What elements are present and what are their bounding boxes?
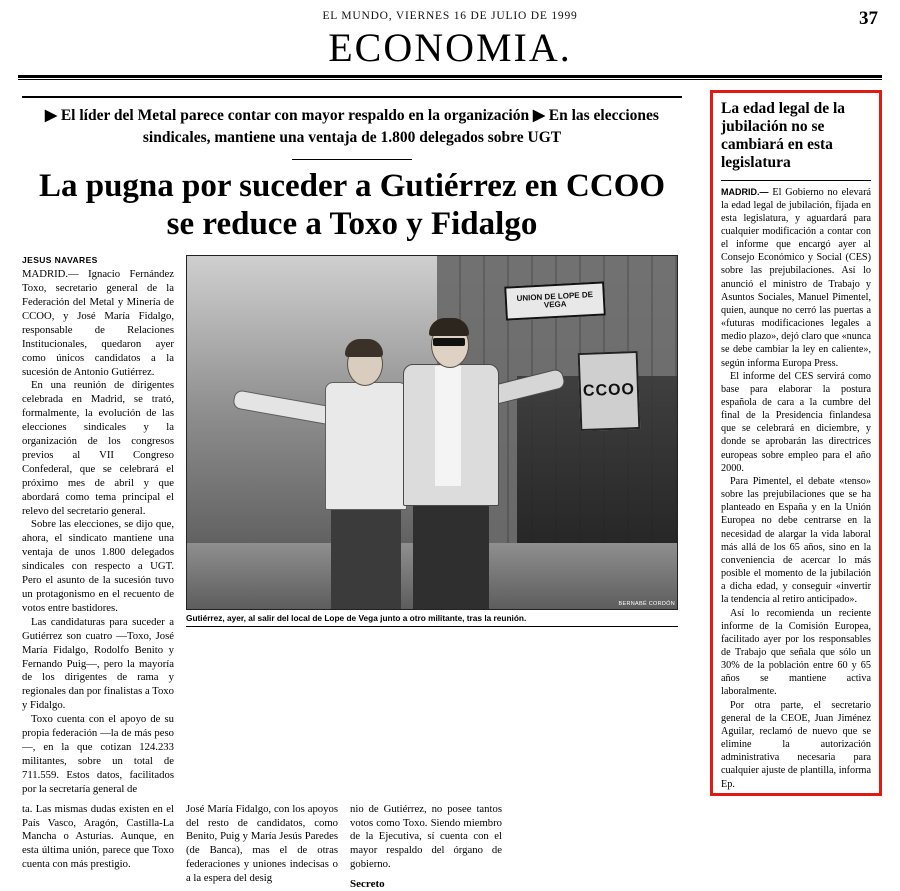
article-column-1-text bbox=[22, 268, 174, 796]
page-number: 37 bbox=[859, 8, 878, 29]
paragraph-text: El Gobierno no elevará la edad legal de jubilación, fijada en esta legislatura, y aguardará para cualquier modificación a contar con el informe que encargó ayer al Consejo Económico y Social (CES) sobre las prejubilaciones. Así lo anunció el ministro de Trabajo y Asuntos Sociales, Manuel Pimentel, quien, aunque no cerró las puertas a «futuras modificaciones legales a medio plazo», dejó claro que «nunca se debe cambiar la ley en caliente», según informa Europa Press. bbox=[721, 186, 871, 369]
article-lower-columns bbox=[22, 803, 682, 891]
photo-person-right-legs bbox=[413, 500, 489, 610]
article-lower-column-3 bbox=[350, 803, 502, 891]
masthead-rule-thick bbox=[18, 75, 882, 78]
photo-person-right-shirt bbox=[435, 366, 461, 486]
paragraph: MADRID.— Ignacio Fernández Toxo, secretario general de la Federación del Metal y Minería de CCOO, y José María Fidalgo, responsable de Relaciones Institucionales, quedaron ayer como únicos candidatos a la sucesión de Antonio Gutiérrez. bbox=[22, 268, 174, 378]
paragraph: ta. Las mismas dudas existen en el País Vasco, Aragón, Castilla-La Mancha o Asturias. Aunque, en esta última unión, parece que Toxo cuenta con más prestigio. bbox=[22, 802, 174, 871]
paragraph: El informe del CES servirá como base para elaborar la postura española de cara a la cumbre del final de la Presidencia finlandesa que se celebrará en diciembre, y donde se aprobarán las directrices europeas sobre empleo para el año 2000. bbox=[721, 370, 871, 474]
paragraph: José María Fidalgo, con los apoyos del resto de candidatos, como Benito, Puig y María Jesús Paredes (de Banca), mas el de otras federaciones y uniones indecisas o a la espera del desig bbox=[186, 802, 338, 885]
page-body bbox=[0, 90, 900, 891]
sunglasses-icon bbox=[433, 338, 465, 346]
article-lower-column-4 bbox=[514, 803, 666, 891]
photo-union-sign: CCOO bbox=[578, 351, 641, 431]
article-lower-column-2 bbox=[186, 803, 338, 891]
paragraph: Para Pimentel, el debate «tenso» sobre las prejubilaciones que se ha planteado en España y en la Unión Europea no debe centrarse en la necesidad de alargar la vida laboral más allá de los 65 años, sino en la conveniencia de acercar lo más posible el momento de la jubilación a dicha edad, y conseguir «invertir la tendencia al retiro anticipado». bbox=[721, 475, 871, 606]
article-photo-block bbox=[186, 255, 678, 796]
paragraph: nio de Gutiérrez, no posee tantos votos como Toxo. Siendo miembro de la Ejecutiva, sí cuenta con el mayor respaldo del órgano de gobierno. bbox=[350, 802, 502, 871]
paragraph: Así lo recomienda un reciente informe de la Comisión Europea, facilitado ayer por los responsables de Trabajo que señala que sólo un 30% de la población entre 60 y 65 años se mantiene activa laboralmente. bbox=[721, 607, 871, 698]
photo-street-sign: UNION DE LOPE DE VEGA bbox=[504, 282, 606, 321]
article-column-1 bbox=[22, 255, 174, 796]
article-byline: JESUS NAVARES bbox=[22, 255, 98, 266]
photo-person-left-hair bbox=[345, 339, 383, 357]
paragraph bbox=[721, 186, 871, 370]
paragraph: Sobre las elecciones, se dijo que, ahora, el sindicato mantiene una ventaja de unos 1.800 delegados sindicales con respecto a UGT. Pero el asunto de la sucesión tuvo un protagonismo en el recuento de votos entre bastidores. bbox=[22, 518, 174, 614]
photo-person-right bbox=[383, 322, 543, 610]
article-headline: La pugna por suceder a Gutiérrez en CCOO se reduce a Toxo y Fidalgo bbox=[38, 167, 666, 242]
sidebar-headline: La edad legal de la jubilación no se cambiará en esta legislatura bbox=[721, 100, 846, 172]
paragraph: Las candidaturas para suceder a Gutiérrez son cuatro —Toxo, José María Fidalgo, Rodolfo Benito y Fernando Puig—, pero la mayoría de los dirigentes de rama y regionales dan por finalistas a Toxo y Fidalgo. bbox=[22, 615, 174, 712]
article-photo bbox=[186, 255, 678, 610]
article-lower-column-1 bbox=[22, 803, 174, 891]
paragraph: En una reunión de dirigentes celebrada en Madrid, se trató, formalmente, la evolución de las elecciones sindicales y la organización de los congresos previos al VII Congreso Confederal, que se celebrará el próximo mes de abril y que abordará como tema principal el relevo del secretario general. bbox=[22, 379, 174, 517]
sidebar-dateline: MADRID.— bbox=[721, 186, 769, 197]
photo-caption: Gutiérrez, ayer, al salir del local de Lope de Vega junto a otro militante, tras la reunión. bbox=[186, 613, 678, 627]
section-title: ECONOMIA. bbox=[328, 25, 572, 70]
article-top-rule bbox=[22, 96, 682, 98]
main-article bbox=[22, 96, 682, 891]
publication-line: EL MUNDO, VIERNES 16 DE JULIO DE 1999 bbox=[322, 10, 578, 22]
sidebar-article-box bbox=[710, 90, 882, 796]
photo-credit: BERNABÉ CORDÓN bbox=[618, 601, 675, 608]
article-kicker: ▶ El líder del Metal parece contar con mayor respaldo en la organización ▶ En las elecciones sindicales, mantiene una ventaja de 1.800 delegados sobre UGT bbox=[45, 107, 659, 147]
article-body bbox=[22, 255, 682, 796]
paragraph: Toxo cuenta con el apoyo de su propia federación —la de más peso—, en la que cotizan 124.233 militantes, sobre un total de 711.559. Estos datos, facilitados por la secretaría general de bbox=[22, 713, 174, 795]
masthead-rule-thin bbox=[18, 79, 882, 80]
masthead bbox=[0, 0, 900, 80]
paragraph: Por otra parte, el secretario general de la CEOE, Juan Jiménez Aguilar, reclamó de nuevo que se elimine la autorización administrativa necesaria para cualquier ajuste de plantilla, informa Ep. bbox=[721, 699, 871, 790]
photo-person-right-hair bbox=[429, 318, 469, 336]
sidebar-body bbox=[721, 186, 871, 791]
kicker-separator bbox=[292, 159, 412, 160]
sidebar-rule bbox=[721, 180, 871, 181]
article-subheading: Secreto bbox=[350, 878, 385, 891]
